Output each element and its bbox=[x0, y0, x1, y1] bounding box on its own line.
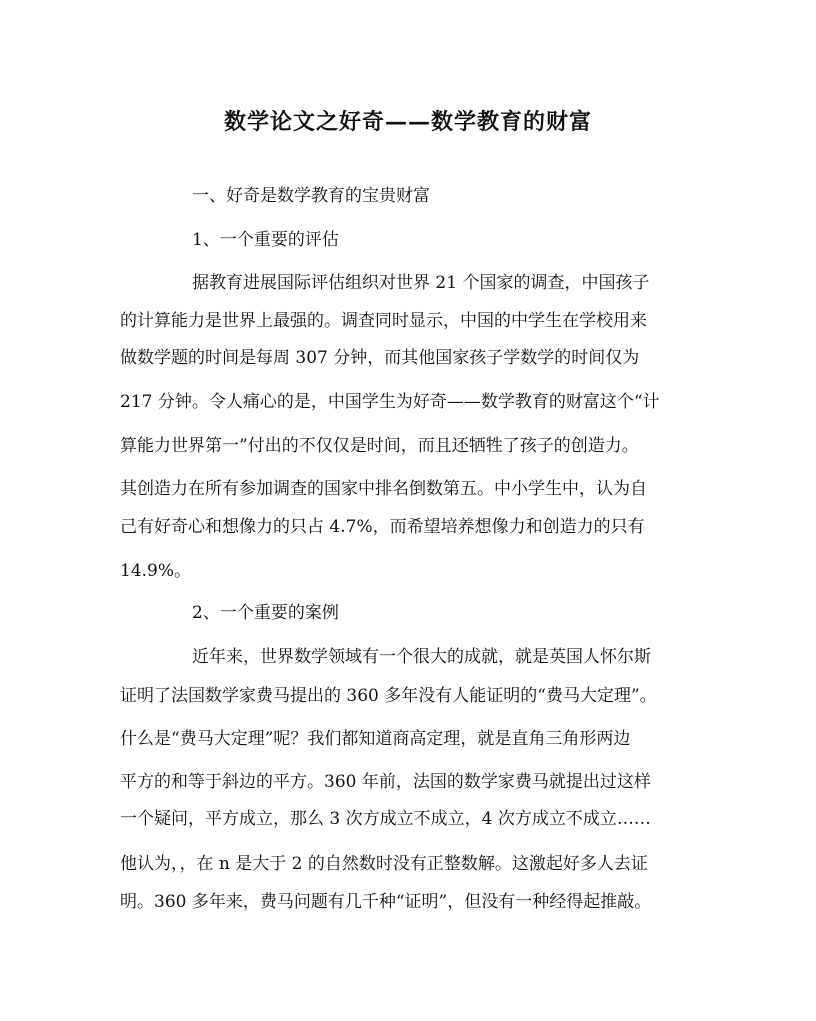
paragraph-line: 近年来，世界数学领域有一个很大的成就，就是英国人怀尔斯 bbox=[192, 647, 651, 667]
paragraph-line: 明。360 多年来，费马问题有几千种“证明”，但没有一种经得起推敲。 bbox=[120, 892, 652, 912]
section-heading: 一、好奇是数学教育的宝贵财富 bbox=[192, 186, 430, 206]
document-title: 数学论文之好奇——数学教育的财富 bbox=[223, 109, 592, 135]
paragraph-line: 217 分钟。令人痛心的是，中国学生为好奇——数学教育的财富这个“计 bbox=[120, 392, 660, 412]
paragraph-line: 他认为，，在 n 是大于 2 的自然数时没有正整数解。这激起好多人去证 bbox=[120, 854, 648, 874]
subsection-heading: 1、一个重要的评估 bbox=[192, 230, 339, 250]
paragraph-line: 证明了法国数学家费马提出的 360 多年没有人能证明的“费马大定理”。 bbox=[120, 686, 657, 706]
paragraph-line: 据教育进展国际评估组织对世界 21 个国家的调查，中国孩子 bbox=[192, 273, 650, 293]
subsection-heading: 2、一个重要的案例 bbox=[192, 603, 339, 623]
paragraph-line: 平方的和等于斜边的平方。360 年前，法国的数学家费马就提出过这样 bbox=[120, 772, 651, 792]
paragraph-line: 14.9%。 bbox=[120, 561, 192, 581]
paragraph-line: 己有好奇心和想像力的只占 4.7%，而希望培养想像力和创造力的只有 bbox=[120, 517, 645, 537]
paragraph-line: 什么是“费马大定理”呢？我们都知道商高定理，就是直角三角形两边 bbox=[120, 729, 631, 749]
paragraph-line: 算能力世界第一”付出的不仅仅是时间，而且还牺牲了孩子的创造力。 bbox=[120, 436, 639, 456]
paragraph-line: 做数学题的时间是每周 307 分钟，而其他国家孩子学数学的时间仅为 bbox=[120, 348, 640, 368]
paragraph-line: 其创造力在所有参加调查的国家中排名倒数第五。中小学生中，认为自 bbox=[120, 479, 647, 499]
paragraph-line: 一个疑问，平方成立，那么 3 次方成立不成立，4 次方成立不成立…… bbox=[120, 809, 651, 829]
paragraph-line: 的计算能力是世界上最强的。调查同时显示，中国的中学生在学校用来 bbox=[120, 311, 647, 331]
